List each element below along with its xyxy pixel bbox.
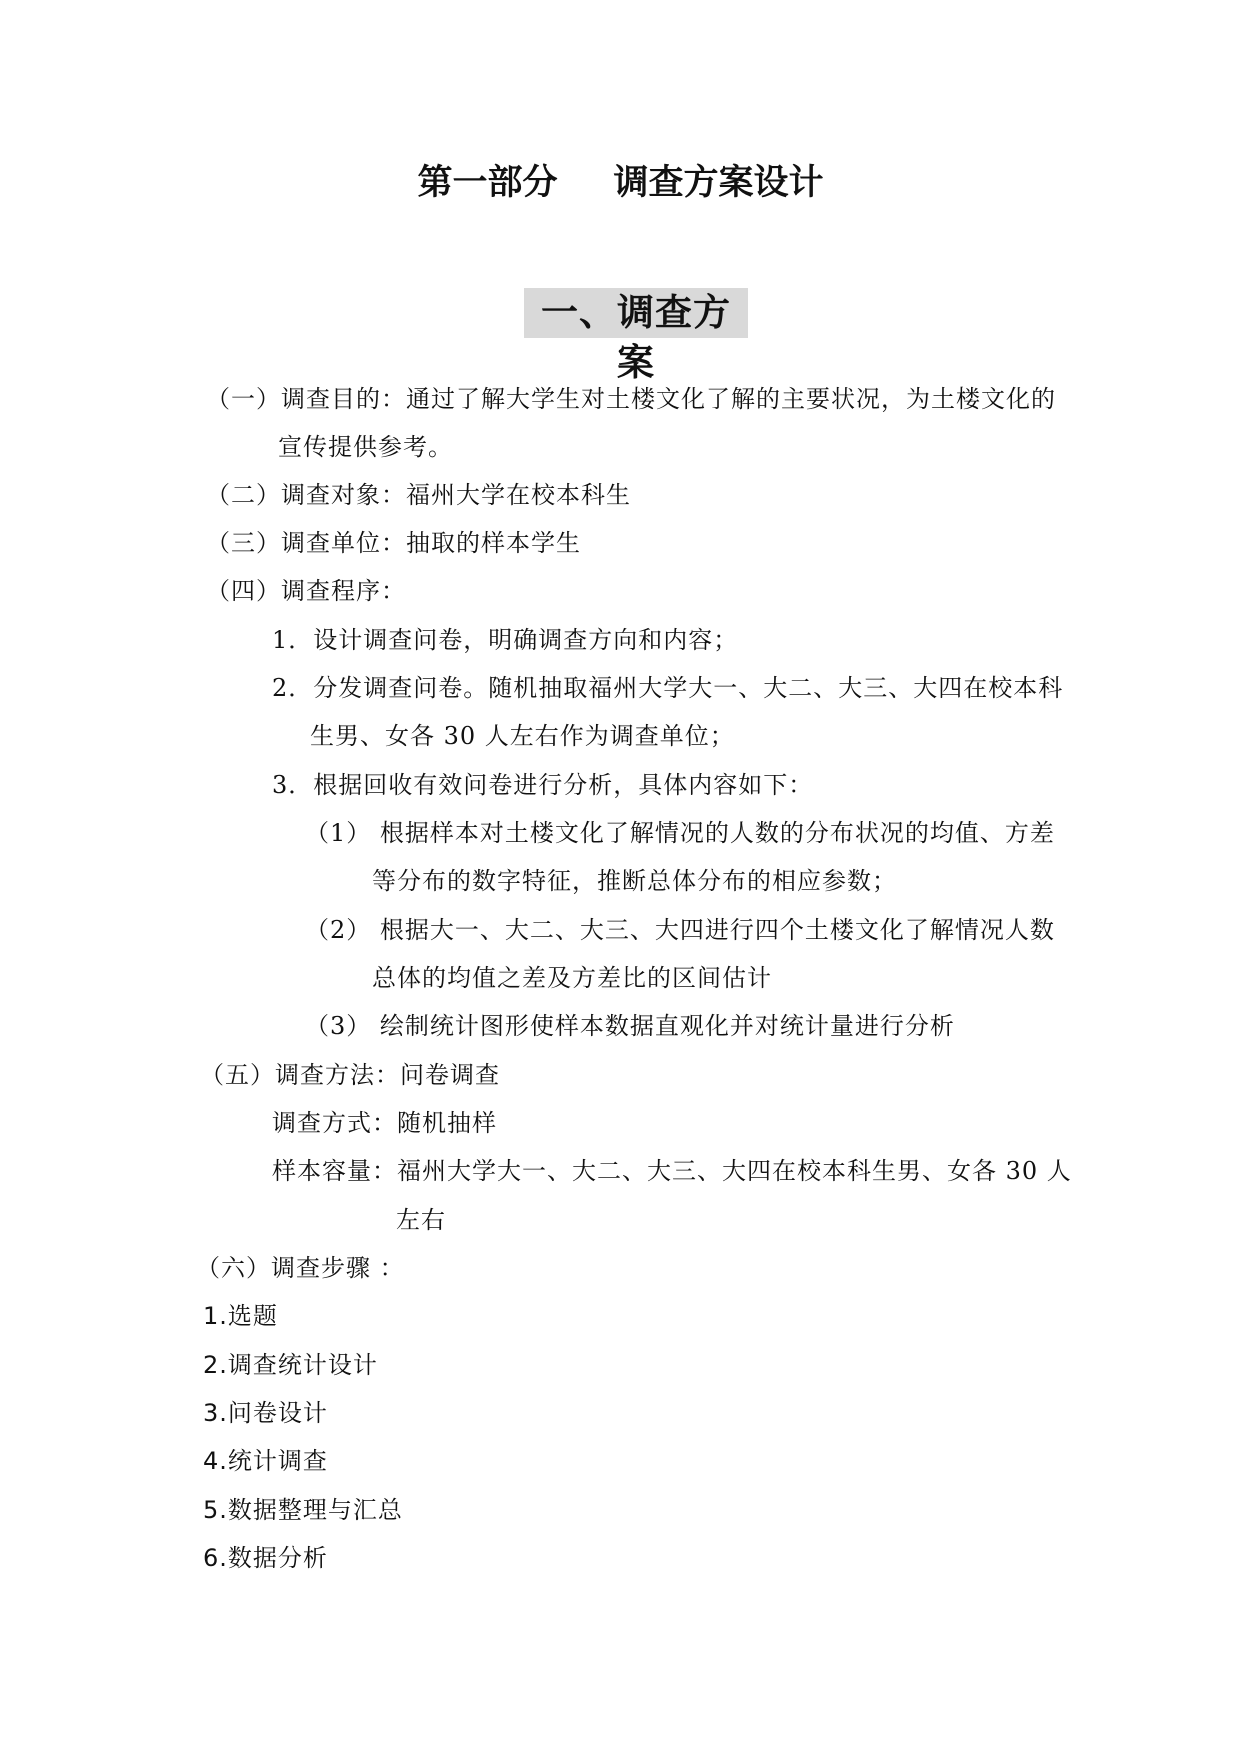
paragraph-line: 样本容量：福州大学大一、大二、大三、大四在校本科生男、女各 30 人 [272,1157,1072,1185]
paragraph-line: （六）调查步骤 ： [196,1254,405,1282]
paragraph-line: 宣传提供参考。 [278,433,453,461]
step-item: 2.调查统计设计 [203,1351,378,1379]
section-heading: 一、调查方案 [524,288,748,338]
sub-list-item-continuation: 总体的均值之差及方差比的区间估计 [372,964,772,992]
paragraph-line: （二）调查对象：福州大学在校本科生 [206,481,631,509]
list-item: 1．设计调查问卷，明确调查方向和内容； [272,626,739,654]
paragraph-line: （四）调查程序： [206,577,406,605]
list-item-continuation: 生男、女各 30 人左右作为调查单位； [310,722,735,750]
step-item: 6.数据分析 [203,1544,328,1572]
part-heading [0,160,1241,206]
list-item: 3．根据回收有效问卷进行分析，具体内容如下： [272,771,814,799]
sub-list-item: （2） 根据大一、大二、大三、大四进行四个土楼文化了解情况人数 [305,916,1055,944]
paragraph-line-continuation: 左右 [396,1206,446,1234]
part-heading-title: 调查方案设计 [613,163,824,203]
sub-list-item: （1） 根据样本对土楼文化了解情况的人数的分布状况的均值、方差 [305,819,1055,847]
paragraph-line: （五）调查方法：问卷调查 [200,1061,500,1089]
step-item: 5.数据整理与汇总 [203,1496,403,1524]
step-item: 1.选题 [203,1302,278,1330]
paragraph-line: （三）调查单位：抽取的样本学生 [206,529,581,557]
sub-list-item-continuation: 等分布的数字特征，推断总体分布的相应参数； [372,867,897,895]
part-heading-label: 第一部分 [417,163,558,203]
step-item: 3.问卷设计 [203,1399,328,1427]
list-item: 2．分发调查问卷。随机抽取福州大学大一、大二、大三、大四在校本科 [272,674,1064,702]
step-item: 4.统计调查 [203,1447,328,1475]
sub-list-item: （3） 绘制统计图形使样本数据直观化并对统计量进行分析 [305,1012,955,1040]
paragraph-line: 调查方式：随机抽样 [272,1109,497,1137]
paragraph-line: （一）调查目的：通过了解大学生对土楼文化了解的主要状况，为土楼文化的 [206,385,1056,413]
